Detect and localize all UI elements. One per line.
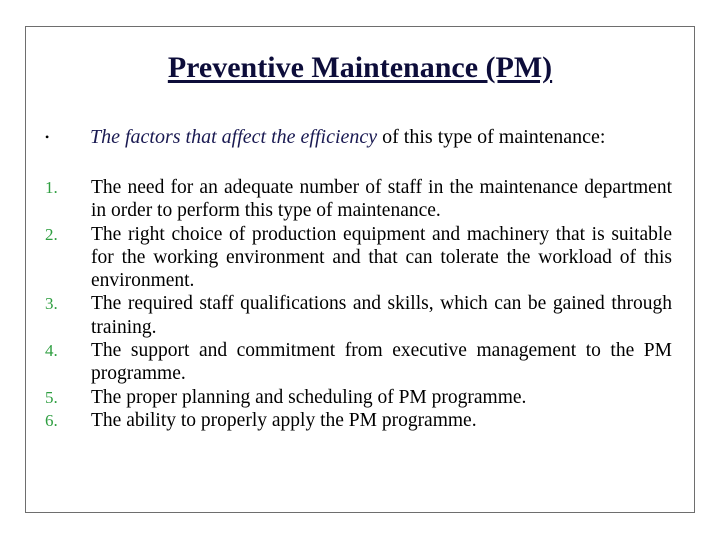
list-item-number: 1. [45,178,58,197]
intro-text [90,124,605,150]
intro-rest: of this type of maintenance: [377,126,606,148]
bullet-icon: • [45,130,50,144]
intro-italic: The factors that affect the efficiency [90,126,378,148]
list-item-number: 2. [45,224,58,244]
list-item-text: The required staff qualifications and skills, which can be gained through training. [91,293,672,338]
list-item-number: 4. [45,341,58,361]
list-item-text: The support and commitment from executive management to the PM programme. [91,340,672,385]
list-item-text: The right choice of production equipment and machinery that is suitable for the working environment and that can tolerate the workload of this environment. [91,223,672,292]
list-item-number: 5. [45,387,58,407]
list-item-text: The need for an adequate number of staff in the maintenance department in order to perform this type of maintenance. [91,177,672,222]
list-item-number: 6. [45,410,58,430]
list-item [45,409,672,432]
list-item [45,292,672,339]
list-item-number: 3. [45,294,58,314]
list-item [45,339,672,386]
list-item [45,223,672,293]
list-item [45,386,672,409]
slide-title-text: Preventive Maintenance (PM) [167,51,553,84]
factors-list [45,176,672,432]
slide-title [0,50,720,86]
list-item-text: The ability to properly apply the PM programme. [91,409,477,431]
list-item [45,176,672,223]
list-item-text: The proper planning and scheduling of PM programme. [91,386,527,408]
